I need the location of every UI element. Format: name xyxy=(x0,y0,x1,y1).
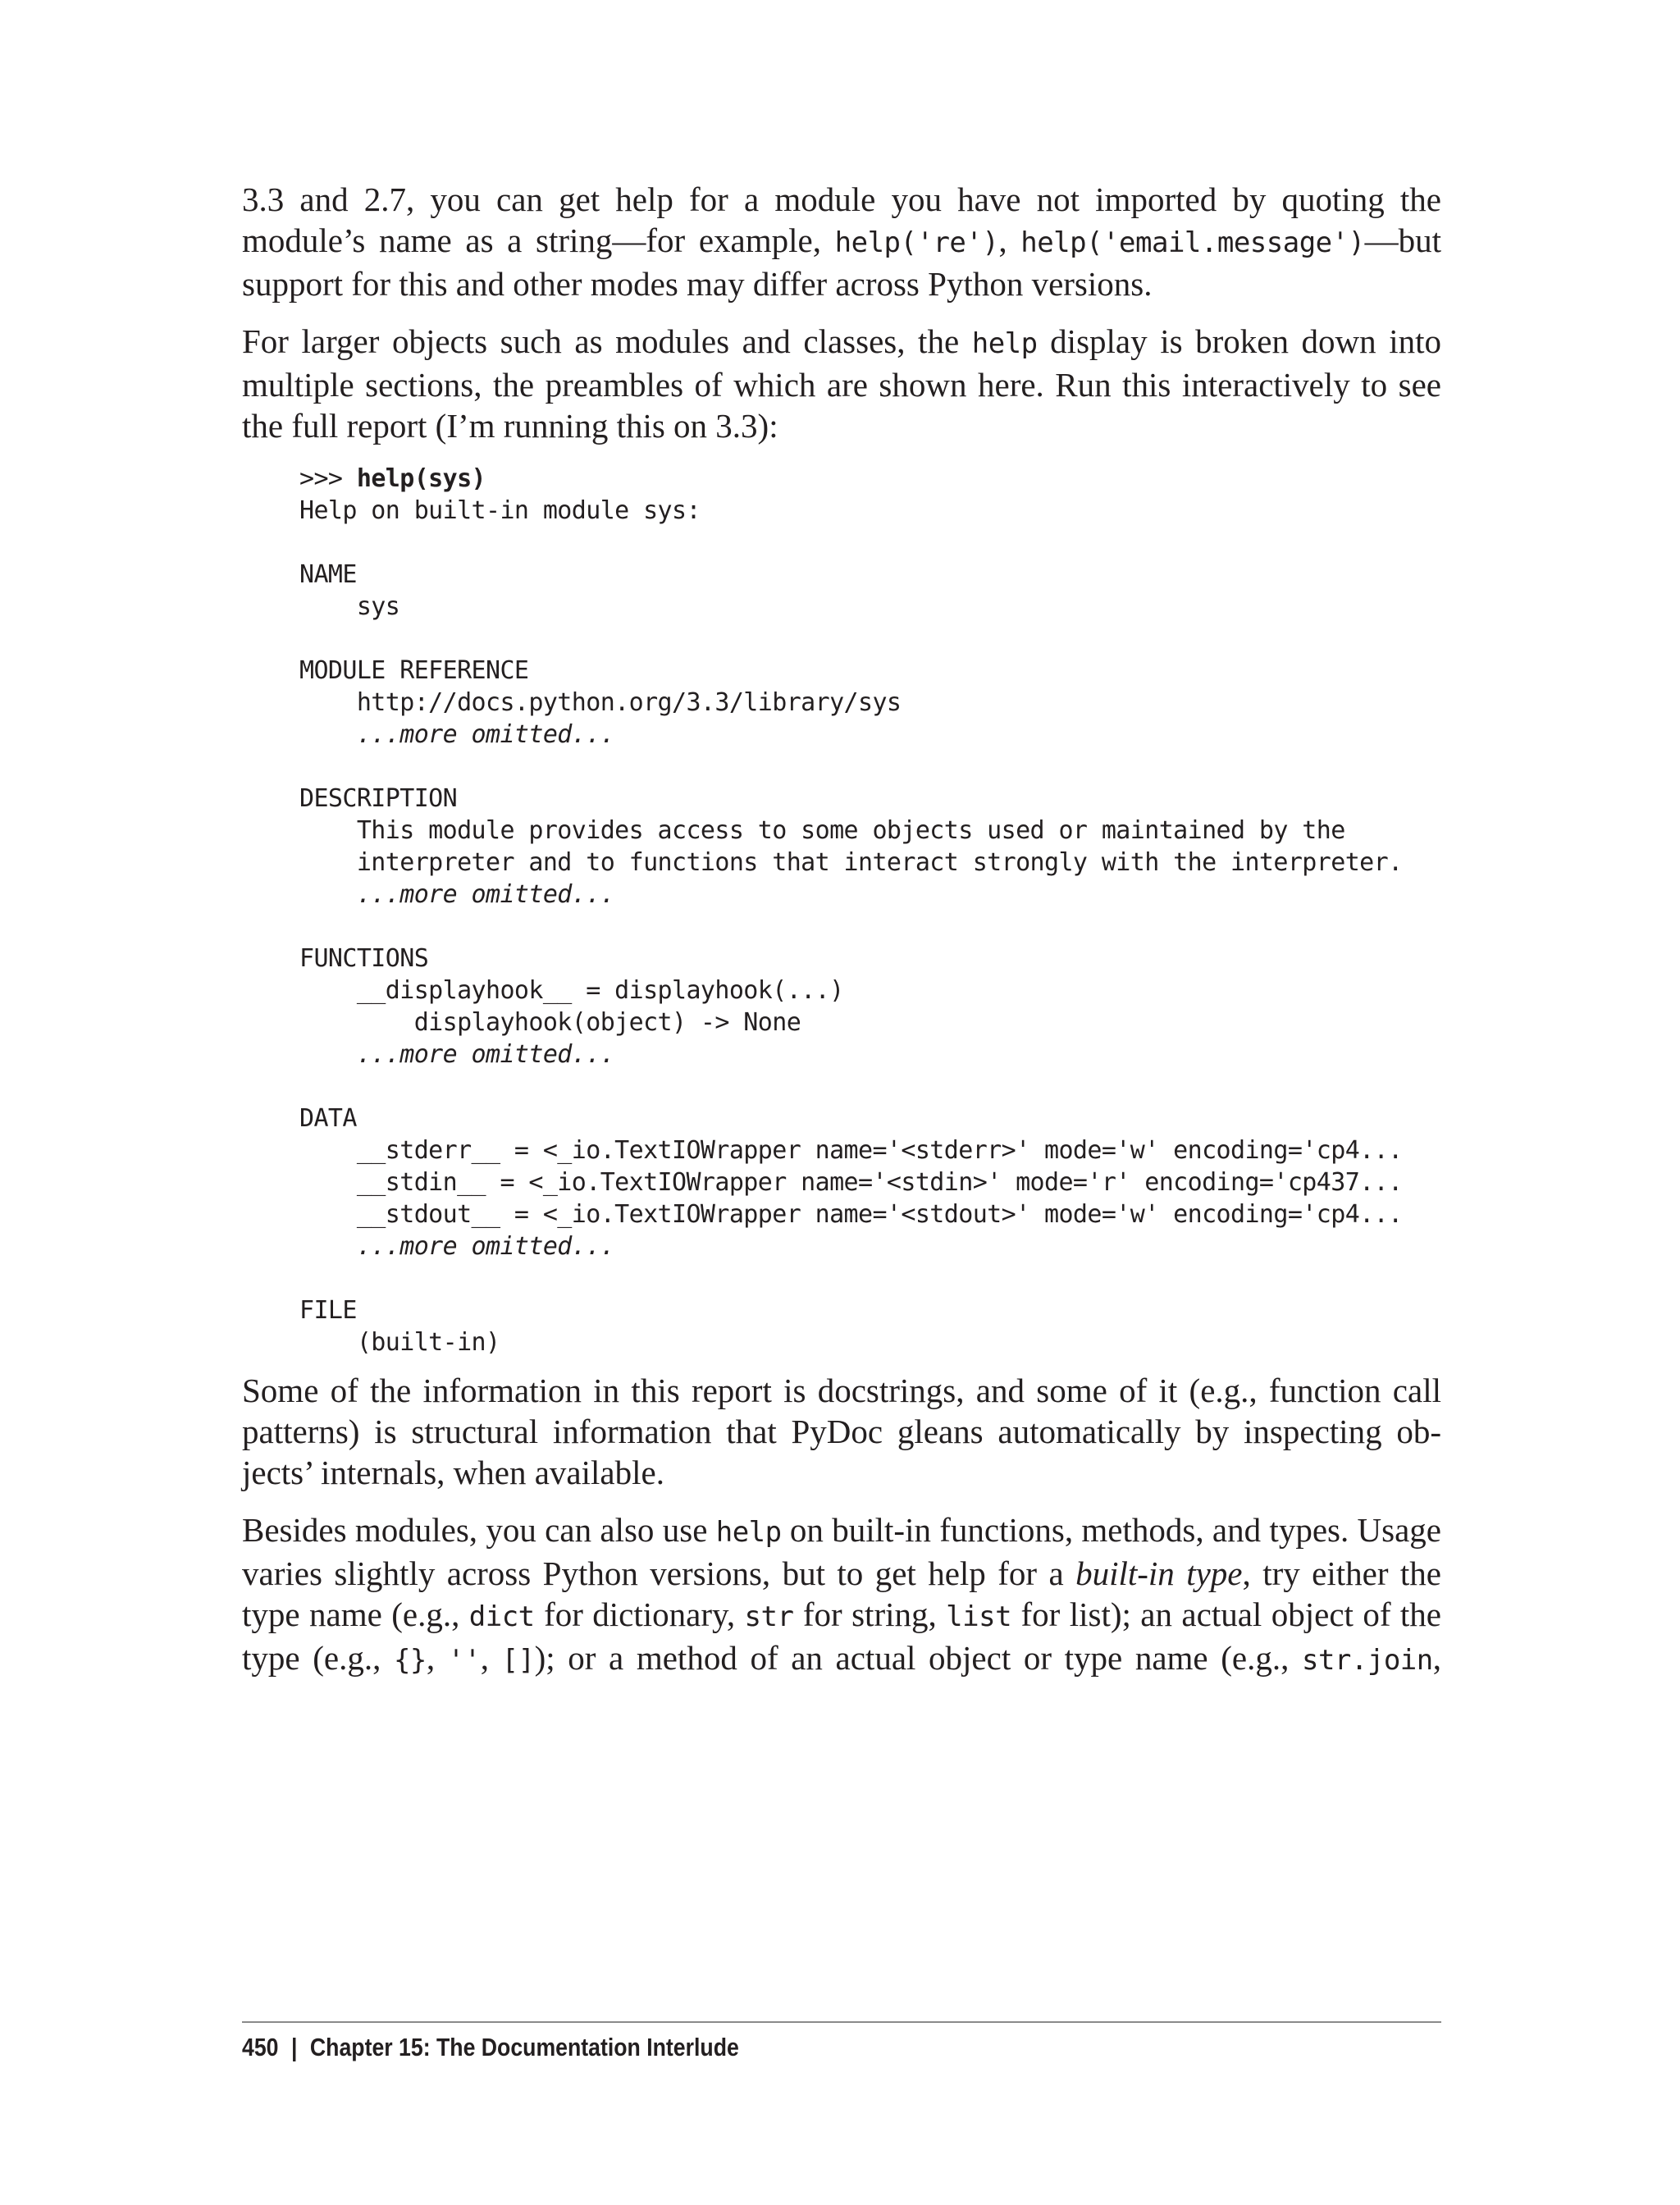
code-blank-line xyxy=(299,1071,1441,1102)
code-line: FILE xyxy=(299,1296,357,1325)
text-line: the full report (I’m running this on 3.3): xyxy=(242,407,778,445)
code-command: help(sys) xyxy=(356,464,486,493)
text-span: , try either the xyxy=(1242,1554,1441,1592)
emphasis-text: built-in type xyxy=(1075,1554,1243,1592)
code-line: __stdout__ = <_io.TextIOWrapper name='<stdout>' mode='w' encoding='cp4... xyxy=(299,1200,1403,1229)
code-omitted-line: ...more omitted... xyxy=(299,1232,615,1261)
text-line xyxy=(242,1594,1441,1637)
text-span: for string, xyxy=(793,1596,947,1633)
text-span: type name (e.g., xyxy=(242,1596,469,1633)
inline-code: list xyxy=(946,1600,1012,1633)
paragraph-larger-objects xyxy=(242,321,1441,446)
code-line: MODULE REFERENCE xyxy=(299,656,529,685)
inline-code: dict xyxy=(468,1600,535,1633)
text-span: —but xyxy=(1364,221,1441,259)
text-span: , xyxy=(998,221,1021,259)
text-line: support for this and other modes may differ across Python versions. xyxy=(242,265,1153,303)
code-blank-line xyxy=(299,911,1441,943)
text-line: jects’ internals, when available. xyxy=(242,1454,664,1491)
paragraph-docstrings-info xyxy=(242,1370,1441,1493)
text-span: for list); an actual object of the xyxy=(1011,1596,1441,1633)
code-blank-line xyxy=(299,751,1441,783)
text-span: , xyxy=(426,1639,448,1677)
text-span: on built-in functions, methods, and types. Usage xyxy=(781,1511,1441,1549)
paragraph-help-module-quoting xyxy=(242,179,1441,304)
code-prompt: >>> xyxy=(299,464,357,493)
page-footer xyxy=(242,2031,739,2064)
text-span: varies slightly across Python versions, but to get help for a xyxy=(242,1554,1076,1592)
text-span: ); or a method of an actual object or type name (e.g., xyxy=(534,1639,1302,1677)
text-line xyxy=(242,321,1441,364)
footer-divider xyxy=(242,2021,1441,2023)
code-line: displayhook(object) -> None xyxy=(299,1008,801,1037)
code-line: DESCRIPTION xyxy=(299,784,458,813)
text-span: display is broken down into xyxy=(1037,322,1441,360)
code-line: DATA xyxy=(299,1104,357,1133)
text-span: , xyxy=(1432,1639,1441,1677)
inline-code: str.join xyxy=(1301,1644,1433,1677)
inline-code: [] xyxy=(501,1644,535,1677)
inline-code: {} xyxy=(393,1644,427,1677)
text-line: 3.3 and 2.7, you can get help for a module you have not imported by quoting the xyxy=(242,180,1441,218)
code-line: sys xyxy=(299,592,400,621)
code-listing xyxy=(299,463,1441,1358)
text-span: For larger objects such as modules and classes, the xyxy=(242,322,972,360)
text-line xyxy=(242,1509,1441,1553)
text-span: type (e.g., xyxy=(242,1639,394,1677)
code-line: __stdin__ = <_io.TextIOWrapper name='<stdin>' mode='r' encoding='cp437... xyxy=(299,1168,1403,1197)
code-line: NAME xyxy=(299,560,357,589)
text-span: for dictionary, xyxy=(534,1596,745,1633)
code-blank-line xyxy=(299,623,1441,655)
code-line: interpreter and to functions that interact strongly with the interpreter. xyxy=(299,848,1403,877)
text-line xyxy=(242,1637,1441,1681)
code-line xyxy=(299,463,1441,495)
inline-code: help xyxy=(715,1516,782,1549)
inline-code: help xyxy=(971,327,1038,360)
text-line: Some of the information in this report is docstrings, and some of it (e.g., function call xyxy=(242,1372,1441,1409)
code-line: http://docs.python.org/3.3/library/sys xyxy=(299,688,902,717)
inline-code: help('re') xyxy=(834,226,999,259)
inline-code: str xyxy=(744,1600,794,1633)
text-line xyxy=(242,1553,1441,1594)
text-span: Besides modules, you can also use xyxy=(242,1511,716,1549)
code-line: __displayhook__ = displayhook(...) xyxy=(299,976,844,1005)
code-omitted-line: ...more omitted... xyxy=(299,880,615,909)
paragraph-help-builtins xyxy=(242,1509,1441,1681)
inline-code: '' xyxy=(447,1644,481,1677)
code-blank-line xyxy=(299,1262,1441,1294)
text-line: patterns) is structural information that PyDoc gleans automatically by inspecting ob- xyxy=(242,1413,1441,1450)
code-omitted-line: ...more omitted... xyxy=(299,720,615,749)
footer-separator: | xyxy=(290,2033,298,2061)
text-span: module’s name as a string—for example, xyxy=(242,221,835,259)
code-line: Help on built-in module sys: xyxy=(299,496,701,525)
inline-code: help('email.message') xyxy=(1020,226,1365,259)
code-line: __stderr__ = <_io.TextIOWrapper name='<stderr>' mode='w' encoding='cp4... xyxy=(299,1136,1403,1165)
text-line xyxy=(242,220,1441,263)
code-line: FUNCTIONS xyxy=(299,944,429,973)
page-content xyxy=(242,179,1441,1697)
chapter-title: Chapter 15: The Documentation Interlude xyxy=(309,2033,739,2061)
text-line: multiple sections, the preambles of which are shown here. Run this interactively to see xyxy=(242,366,1441,404)
text-span: , xyxy=(480,1639,502,1677)
code-omitted-line: ...more omitted... xyxy=(299,1040,615,1069)
code-line: This module provides access to some objects used or maintained by the xyxy=(299,816,1345,845)
code-blank-line xyxy=(299,527,1441,559)
page-number: 450 xyxy=(242,2033,279,2061)
code-line: (built-in) xyxy=(299,1328,500,1357)
